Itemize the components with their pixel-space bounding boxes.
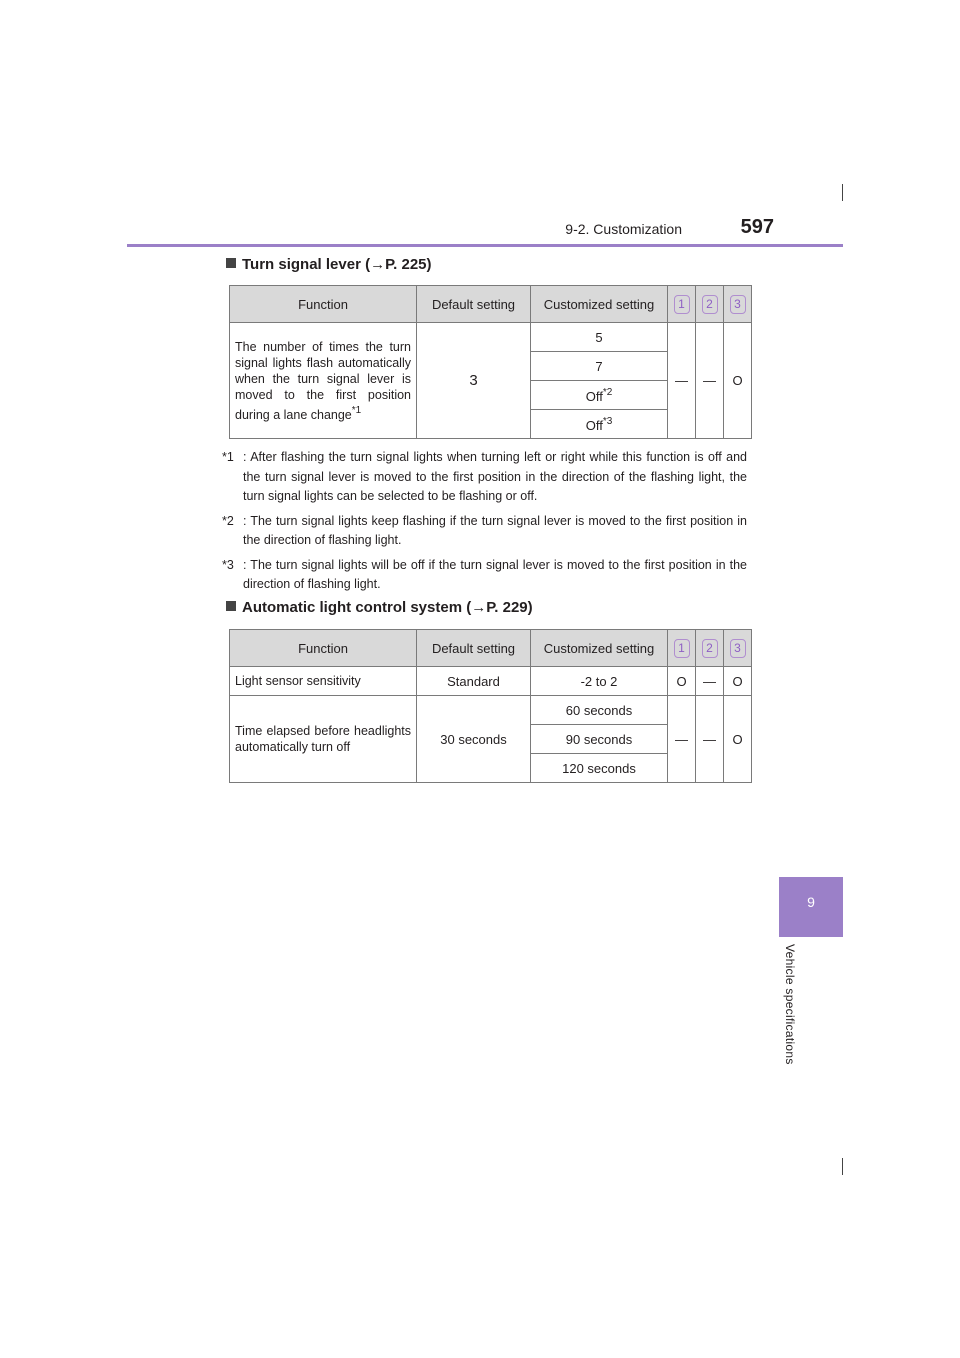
option-cell: [531, 410, 668, 439]
footnote-mark: *1: [222, 450, 234, 464]
table-row: [230, 667, 752, 696]
option-cell: [531, 323, 668, 352]
footnote-text: : The turn signal lights keep flashing if the turn signal lever is moved to the first position in the direction of flashing light.: [243, 513, 747, 547]
method-1-icon: 1: [674, 639, 690, 658]
chapter-title: [783, 944, 803, 1144]
column-method-1: [668, 630, 696, 667]
footnote-mark: *1: [351, 404, 362, 416]
method-2-icon: 2: [702, 295, 718, 314]
table-header-row: [230, 286, 752, 323]
section2-title: [226, 599, 533, 616]
column-method-2: [696, 286, 724, 323]
section1-title-text: Turn signal lever (→P. 225): [242, 256, 432, 273]
light-control-table: [229, 629, 752, 783]
option-cell: 90 seconds: [531, 725, 668, 754]
default-cell: Standard: [417, 667, 531, 696]
default-cell: 3: [417, 323, 531, 439]
footnote: [222, 556, 747, 595]
page-number: 597: [740, 216, 774, 238]
crop-mark-top: [842, 184, 843, 201]
method-2-cell: —: [696, 696, 724, 783]
column-default: Default setting: [417, 286, 531, 323]
crop-mark-bottom: [842, 1158, 843, 1175]
method-1-cell: —: [668, 323, 696, 439]
footnotes: [222, 448, 747, 595]
column-method-1: [668, 286, 696, 323]
table-header-row: [230, 630, 752, 667]
column-default: Default setting: [417, 630, 531, 667]
section1-title: [226, 256, 432, 273]
option-cell: -2 to 2: [531, 667, 668, 696]
column-function: Function: [230, 630, 417, 667]
function-cell: Light sensor sensitivity: [230, 667, 417, 696]
footnote: [222, 512, 747, 551]
footnote-text: : The turn signal lights will be off if the turn signal lever is moved to the first position in the direction of flashing light.: [243, 557, 747, 591]
function-cell: [230, 323, 417, 439]
square-bullet-icon: [226, 601, 236, 611]
option-cell: 60 seconds: [531, 696, 668, 725]
option-cell: [531, 352, 668, 381]
option-text: Off: [585, 388, 603, 404]
footnote: [222, 448, 747, 507]
footnote-text: : After flashing the turn signal lights when turning left or right while this function is off and the turn signal lever is moved to the first position in the direction of the flashing light, the turn signal lights can be selected to be flashing or off.: [243, 450, 747, 503]
option-cell: 120 seconds: [531, 754, 668, 783]
column-method-3: [724, 630, 752, 667]
method-3-cell: O: [724, 696, 752, 783]
section-heading: 9-2. Customization: [565, 221, 682, 237]
footnote-mark: *2: [222, 513, 234, 528]
method-3-icon: 3: [730, 639, 746, 658]
method-3-cell: O: [724, 323, 752, 439]
method-2-cell: —: [696, 667, 724, 696]
column-function: Function: [230, 286, 417, 323]
function-text: The number of times the turn signal lights flash automatically when the turn signal lever is moved to the first position during a lane change: [235, 339, 411, 422]
column-method-2: [696, 630, 724, 667]
method-2-icon: 2: [702, 639, 718, 658]
turn-signal-table: [229, 285, 752, 439]
method-2-cell: —: [696, 323, 724, 439]
footnote-mark: *2: [602, 386, 613, 398]
footnote-mark: *3: [602, 415, 613, 427]
method-1-icon: 1: [674, 295, 690, 314]
option-text: 7: [595, 358, 603, 374]
section2-title-text: Automatic light control system (→P. 229): [242, 599, 533, 616]
option-cell: [531, 381, 668, 410]
option-text: Off: [585, 417, 603, 433]
method-3-icon: 3: [730, 295, 746, 314]
table-row: [230, 323, 752, 352]
footnote-mark: *3: [222, 557, 234, 572]
method-1-cell: O: [668, 667, 696, 696]
method-1-cell: —: [668, 696, 696, 783]
column-customized: Customized setting: [531, 286, 668, 323]
option-text: 5: [595, 329, 603, 345]
column-method-3: [724, 286, 752, 323]
function-cell: Time elapsed before headlights automatically turn off: [230, 696, 417, 783]
method-3-cell: O: [724, 667, 752, 696]
table-row: [230, 696, 752, 725]
chapter-number: 9: [807, 894, 815, 910]
column-customized: Customized setting: [531, 630, 668, 667]
chapter-title-text: Vehicle specifications: [783, 944, 797, 1065]
square-bullet-icon: [226, 258, 236, 268]
header-rule: [127, 244, 843, 247]
default-cell: 30 seconds: [417, 696, 531, 783]
